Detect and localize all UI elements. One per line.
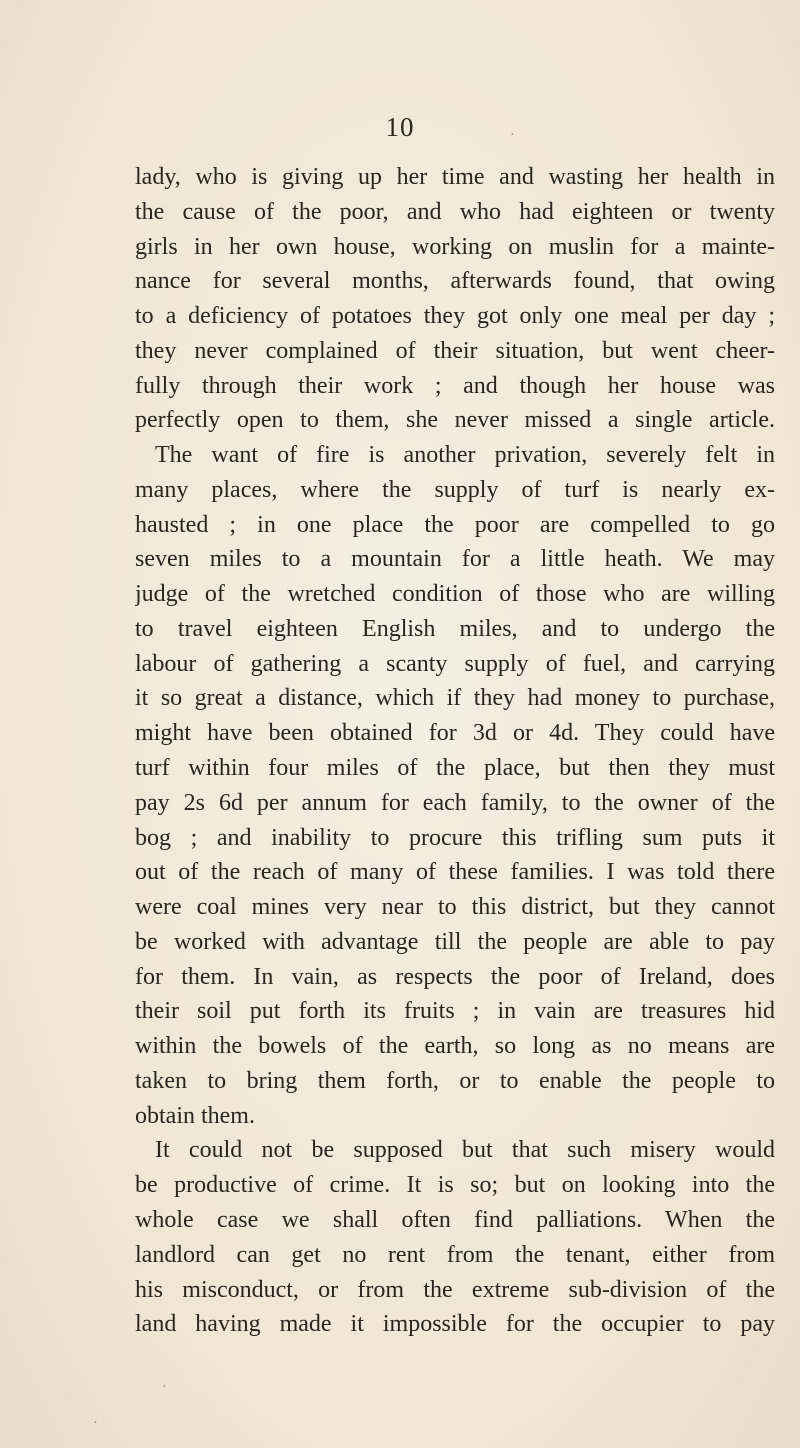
paper-speck: ·	[510, 128, 515, 143]
text-line: seven miles to a mountain for a little heath. We may	[135, 546, 775, 573]
text-line: might have been obtained for 3d or 4d. They could have	[135, 720, 775, 747]
text-line: land having made it impossible for the occupier to pay	[135, 1311, 775, 1338]
text-line: labour of gathering a scanty supply of fuel, and carrying	[135, 650, 775, 677]
text-line: were coal mines very near to this district, but they cannot	[135, 894, 775, 921]
text-line: girls in her own house, working on muslin for a mainte-	[135, 233, 775, 260]
text-line: within the bowels of the earth, so long as no means are	[135, 1033, 775, 1060]
text-line: taken to bring them forth, or to enable the people to	[135, 1067, 775, 1094]
text-line: their soil put forth its fruits ; in vain are treasures hid	[135, 998, 775, 1025]
text-line: lady, who is giving up her time and wasting her health in	[135, 164, 775, 190]
text-line: judge of the wretched condition of those who are willing	[135, 581, 775, 608]
text-line: bog ; and inability to procure this trifling sum puts it	[135, 824, 775, 851]
text-line: It could not be supposed but that such misery would	[155, 1137, 775, 1164]
paper-speck: ·	[162, 1380, 167, 1395]
text-line: be productive of crime. It is so; but on looking into the	[135, 1172, 775, 1199]
text-line: whole case we shall often find palliations. When the	[135, 1206, 775, 1233]
text-line: to travel eighteen English miles, and to undergo the	[135, 615, 775, 642]
paper-speck: ·	[93, 1416, 98, 1431]
text-line: perfectly open to them, she never missed a single article.	[135, 407, 775, 434]
text-line: to a deficiency of potatoes they got only one meal per day ;	[135, 303, 775, 330]
text-line: the cause of the poor, and who had eighteen or twenty	[135, 198, 775, 225]
text-line: for them. In vain, as respects the poor of Ireland, does	[135, 963, 775, 990]
text-line: be worked with advantage till the people are able to pay	[135, 928, 775, 955]
text-line: fully through their work ; and though her house was	[135, 372, 775, 399]
text-line: pay 2s 6d per annum for each family, to the owner of the	[135, 789, 775, 816]
text-line: landlord can get no rent from the tenant, either from	[135, 1241, 775, 1268]
text-line: his misconduct, or from the extreme sub-division of the	[135, 1276, 775, 1303]
text-line: out of the reach of many of these families. I was told there	[135, 859, 775, 886]
text-line: turf within four miles of the place, but then they must	[135, 755, 775, 782]
text-line: they never complained of their situation, but went cheer-	[135, 337, 775, 364]
body-text	[135, 160, 775, 1342]
text-line: obtain them.	[135, 1102, 255, 1129]
text-line: many places, where the supply of turf is nearly ex-	[135, 476, 775, 503]
text-line: nance for several months, afterwards found, that owing	[135, 268, 775, 295]
page-number: 10	[385, 112, 415, 142]
text-line: it so great a distance, which if they had money to purchase,	[135, 685, 775, 712]
text-line: The want of fire is another privation, severely felt in	[155, 442, 775, 469]
text-line: hausted ; in one place the poor are compelled to go	[135, 511, 775, 538]
